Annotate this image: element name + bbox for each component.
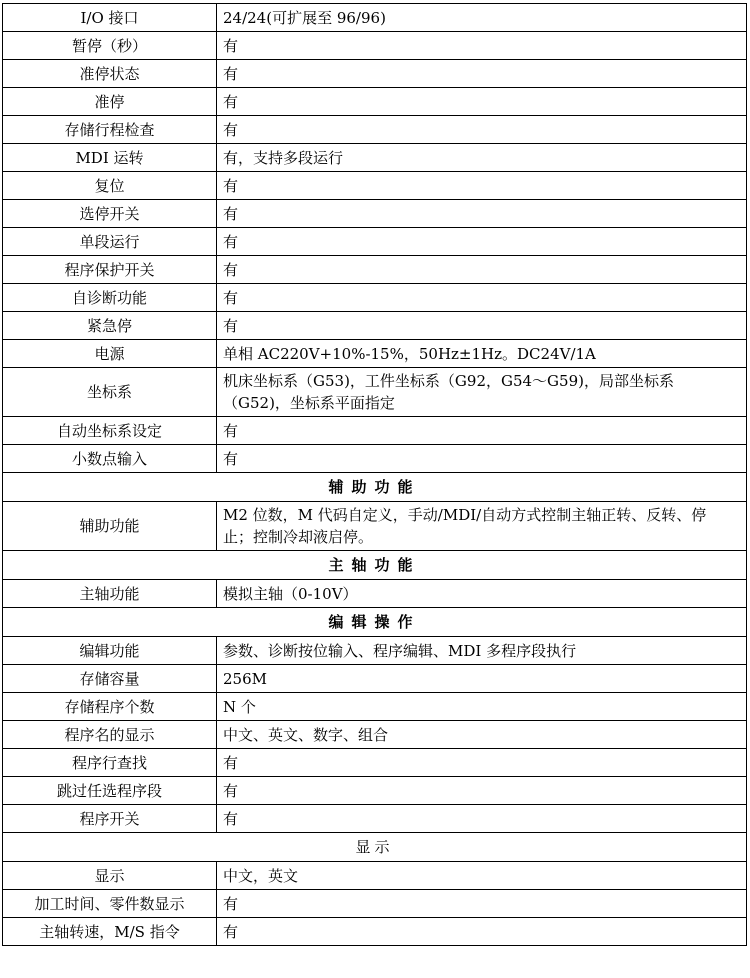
row-value: M2 位数，M 代码自定义，手动/MDI/自动方式控制主轴正转、反转、停 止；控制冷却液启停。 [217,502,747,551]
row-value: 24/24(可扩展至 96/96) [217,4,747,32]
table-row [3,4,747,32]
row-label: 选停开关 [3,200,217,228]
row-value: 有 [217,284,747,312]
row-value: 机床坐标系（G53)，工件坐标系（G92，G54～G59)，局部坐标系（G52)，坐标系平面指定 [217,368,747,417]
row-value: 有 [217,200,747,228]
table-row [3,502,747,551]
row-value: 有 [217,116,747,144]
table-row [3,88,747,116]
row-value: N 个 [217,693,747,721]
table-row [3,172,747,200]
row-label: 电源 [3,340,217,368]
table-row [3,665,747,693]
row-value: 256M [217,665,747,693]
row-value: 有 [217,32,747,60]
section-header-row [3,551,747,580]
row-label: 主轴转速，M/S 指令 [3,918,217,946]
row-value: 有 [217,228,747,256]
row-label: 准停状态 [3,60,217,88]
table-row [3,721,747,749]
row-value: 有 [217,777,747,805]
table-row [3,445,747,473]
row-value: 有 [217,749,747,777]
table-row [3,890,747,918]
table-row [3,805,747,833]
row-value: 有，支持多段运行 [217,144,747,172]
row-label: 紧急停 [3,312,217,340]
row-value: 有 [217,60,747,88]
table-row [3,862,747,890]
row-label: I/O 接口 [3,4,217,32]
section-header-row [3,608,747,637]
row-value: 有 [217,445,747,473]
table-row [3,116,747,144]
row-label: 程序行查找 [3,749,217,777]
table-row [3,749,747,777]
section-header-row [3,833,747,862]
row-label: 跳过任选程序段 [3,777,217,805]
table-row [3,417,747,445]
table-row [3,368,747,417]
row-label: 显示 [3,862,217,890]
row-value: 有 [217,918,747,946]
row-value: 有 [217,172,747,200]
row-value: 有 [217,417,747,445]
row-label: 复位 [3,172,217,200]
row-label: 存储容量 [3,665,217,693]
table-row [3,228,747,256]
table-row [3,918,747,946]
row-value: 单相 AC220V+10%-15%，50Hz±1Hz。DC24V/1A [217,340,747,368]
row-label: MDI 运转 [3,144,217,172]
row-label: 坐标系 [3,368,217,417]
table-row [3,637,747,665]
row-value: 中文，英文 [217,862,747,890]
row-label: 单段运行 [3,228,217,256]
table-row [3,200,747,228]
row-value: 有 [217,88,747,116]
row-label: 存储行程检查 [3,116,217,144]
section-title: 主轴功能 [3,551,747,580]
row-label: 辅助功能 [3,502,217,551]
row-value: 中文、英文、数字、组合 [217,721,747,749]
row-label: 暂停（秒） [3,32,217,60]
table-row [3,580,747,608]
table-row [3,32,747,60]
row-label: 准停 [3,88,217,116]
row-label: 自动坐标系设定 [3,417,217,445]
row-label: 主轴功能 [3,580,217,608]
row-value: 模拟主轴（0-10V） [217,580,747,608]
table-row [3,340,747,368]
table-row [3,60,747,88]
row-label: 自诊断功能 [3,284,217,312]
row-label: 程序保护开关 [3,256,217,284]
row-label: 编辑功能 [3,637,217,665]
row-label: 程序名的显示 [3,721,217,749]
spec-table [2,3,747,946]
table-row [3,693,747,721]
row-label: 存储程序个数 [3,693,217,721]
row-label: 小数点输入 [3,445,217,473]
row-value: 有 [217,890,747,918]
row-label: 加工时间、零件数显示 [3,890,217,918]
table-row [3,312,747,340]
table-row [3,144,747,172]
section-title: 编辑操作 [3,608,747,637]
table-row [3,256,747,284]
row-value: 参数、诊断按位输入、程序编辑、MDI 多程序段执行 [217,637,747,665]
row-value: 有 [217,312,747,340]
section-title: 显示 [3,833,747,862]
row-value: 有 [217,256,747,284]
section-title: 辅助功能 [3,473,747,502]
table-row [3,777,747,805]
table-row [3,284,747,312]
section-header-row [3,473,747,502]
row-label: 程序开关 [3,805,217,833]
row-value: 有 [217,805,747,833]
